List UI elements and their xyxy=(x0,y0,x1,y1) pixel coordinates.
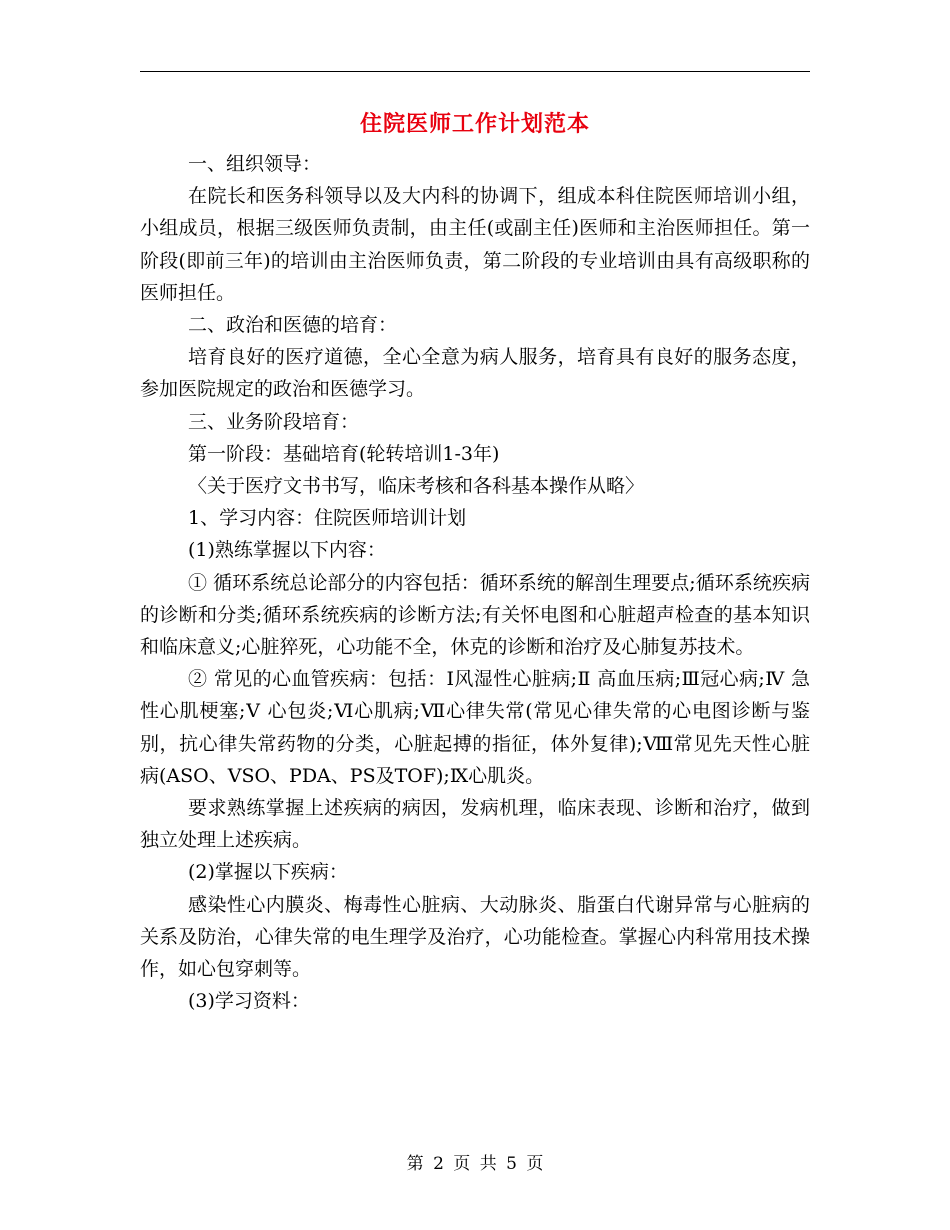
page-footer: 第 2 页 共 5 页 xyxy=(406,1154,544,1174)
paragraph-omitted-note: 〈关于医疗文书书写，临床考核和各科基本操作从略〉 xyxy=(188,475,645,498)
paragraph-grasp-diseases: (2)掌握以下疾病： xyxy=(188,861,348,884)
paragraph-ethics: 培育良好的医疗道德，全心全意为病人服务，培育具有良好的服务态度，参加医院规定的政治和医德学习。 xyxy=(140,346,810,401)
paragraph-stage-one: 第一阶段：基础培育(轮转培训1-3年) xyxy=(188,442,500,465)
paragraph-study-materials: (3)学习资料： xyxy=(188,990,310,1013)
section-heading-stages: 三、业务阶段培育： xyxy=(188,410,360,433)
document-title: 住院医师工作计划范本 xyxy=(359,111,590,137)
paragraph-circulatory-overview: ① 循环系统总论部分的内容包括：循环系统的解剖生理要点;循环系统疾病的诊断和分类;循环系统疾病的诊断方法;有关怀电图和心脏超声检查的基本知识和临床意义;心脏猝死，心功能不全，休克的诊断和治疗及心肺复苏技术。 xyxy=(140,571,810,659)
paragraph-disease-list: 感染性心内膜炎、梅毒性心脏病、大动脉炎、脂蛋白代谢异常与心脏病的关系及防治，心律失常的电生理学及治疗，心功能检查。掌握心内科常用技术操作，如心包穿刺等。 xyxy=(140,893,810,981)
header-rule xyxy=(140,71,810,72)
paragraph-cardio-diseases: ② 常见的心血管疾病：包括：Ⅰ风湿性心脏病;Ⅱ 高血压病;Ⅲ冠心病;Ⅳ 急性心肌梗塞;Ⅴ 心包炎;Ⅵ心肌病;Ⅶ心律失常(常见心律失常的心电图诊断与鉴别，抗心律失常药物的分类，心脏起搏的指征，体外复律);Ⅷ常见先天性心脏病(ASO、VSO、PDA、PS及TOF);Ⅸ心肌炎。 xyxy=(140,668,810,787)
section-heading-ethics: 二、政治和医德的培育： xyxy=(188,314,398,337)
paragraph-organization: 在院长和医务科领导以及大内科的协调下，组成本科住院医师培训小组，小组成员，根据三级医师负责制，由主任(或副主任)医师和主治医师担任。第一阶段(即前三年)的培训由主治医师负责，第二阶段的专业培训由具有高级职称的医师担任。 xyxy=(140,185,810,304)
section-heading-organization: 一、组织领导： xyxy=(188,153,322,175)
document-body xyxy=(140,148,810,1017)
paragraph-study-content: 1、学习内容：住院医师培训计划 xyxy=(188,507,467,530)
paragraph-master-items: (1)熟练掌握以下内容： xyxy=(188,539,386,562)
paragraph-requirements: 要求熟练掌握上述疾病的病因，发病机理，临床表现、诊断和治疗，做到独立处理上述疾病。 xyxy=(140,797,810,852)
